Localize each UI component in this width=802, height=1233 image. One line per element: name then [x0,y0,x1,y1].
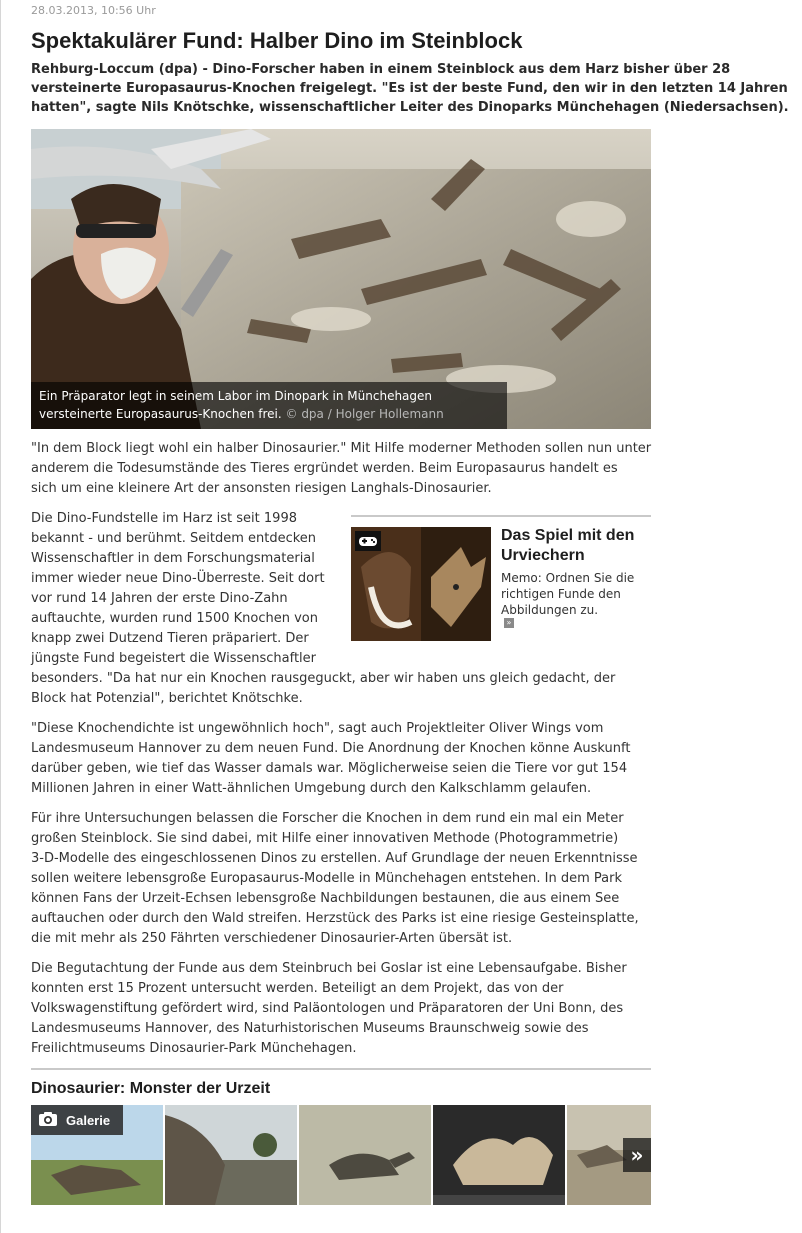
article-date: 28.03.2013, 10:56 Uhr [31,4,156,17]
hero-image[interactable] [31,129,651,429]
teaser-title[interactable]: Das Spiel mit den Urviechern [501,527,635,564]
gallery-badge[interactable] [31,1105,123,1135]
lead-line: Rehburg-Loccum (dpa) - Dino-Forscher haben in einem Steinblock aus dem Harz bisher über 28 [31,62,731,77]
gallery-next-button[interactable] [623,1138,651,1172]
double-chevron-right-icon: » [630,1143,644,1167]
gallery-thumbnail[interactable] [299,1105,431,1205]
article-headline: Spektakulärer Fund: Halber Dino im Steinblock [31,28,523,53]
gallery-badge-label: Galerie [66,1112,111,1128]
left-border [0,0,1,1233]
caption-line: Ein Präparator legt in seinem Labor im Dinopark in Münchehagen [39,389,433,403]
gallery-thumbnail[interactable] [165,1105,297,1205]
gallery-title[interactable]: Dinosaurier: Monster der Urzeit [31,1080,271,1097]
paragraph-4: Für ihre Untersuchungen belassen die Forscher die Knochen in dem rund ein mal ein Meter großen Steinblock. Sie sind dabei, mit Hilfe einer innovativen Methode (Photogrammetrie) 3-D-Modelle des eingeschlossenen Dinos zu erstellen. Auf Grundlage der neuen Erkenntnisse sollen weitere lebensgroße Europasaurus-Modelle in Münchehagen entstehen. In dem Park können Fans der Urzeit-Echsen lebensgroße Nachbildungen bestaunen, die aus einem See auftauchen oder durch den Wald streifen. Herzstück des Parks ist eine riesige Gesteinsplatte, die mit mehr als 250 Fährten verschiedener Dinosaurier-Arten übersät ist. [31,811,639,946]
hero-caption [31,382,507,429]
paragraph-2: Die Dino-Fundstelle im Harz ist seit 1998 bekannt - und berühmt. Seitdem entdecken Wissenschaftler in dem Forschungsmaterial immer wieder neue Dino-Überreste. Seit dort vor rund 14 Jahren der erste Dino-Zahn auftauchte, wurden rund 1500 Knochen von knapp zwei Dutzend Tieren präpariert. Der jüngste Fund begeistert die Wissenschaftler besonders. "Da hat nur ein Knochen rausgeguckt, aber wir haben uns gleich gedacht, der Block hat Potenzial", berichtet Knötschke. [31,511,616,706]
teaser-text: Memo: Ordnen Sie die richtigen Funde den Abbildungen zu. » [501,571,635,627]
teaser-image[interactable] [351,527,491,641]
teaser-divider [351,515,651,517]
paragraph-1: "In dem Block liegt wohl ein halber Dinosaurier." Mit Hilfe moderner Methoden sollen nun unter anderem die Todesumstände des Tieres ergründet werden. Beim Europasaurus handelt es sich um eine kleinere Art der ansonsten riesigen Langhals-Dinosaurier. [31,441,652,496]
lead-line: versteinerte Europasaurus-Knochen freigelegt. "Es ist der beste Fund, den wir in den letzten 14 Jahren [31,81,788,96]
camera-icon [38,1111,58,1130]
article-lead [31,60,791,117]
lead-line: hatten", sagte Nils Knötschke, wissenschaftlicher Leiter des Dinoparks Münchehagen (Niedersachsen). [31,100,789,115]
gallery-strip [31,1105,651,1205]
caption-line: versteinerte Europasaurus-Knochen frei. [39,407,282,421]
photo-credit: © dpa / Holger Hollemann [285,407,444,421]
gamepad-icon [355,531,381,551]
paragraph-3: "Diese Knochendichte ist ungewöhnlich hoch", sagt auch Projektleiter Oliver Wings vom Landesmuseum Hannover zu dem neuen Fund. Die Anordnung der Knochen könne Auskunft darüber geben, wie tief das Wasser damals war. Möglicherweise seien die Tiere vor gut 154 Millionen Jahren in einer Watt-ähnlichen Umgebung durch den Kalkschlamm gelaufen. [31,721,631,796]
gallery-divider [31,1068,651,1070]
double-chevron-right-icon[interactable]: » [504,618,514,628]
gallery-thumbnail[interactable] [433,1105,565,1205]
paragraph-5: Die Begutachtung der Funde aus dem Steinbruch bei Goslar ist eine Lebensaufgabe. Bisher konnten erst 15 Prozent untersucht werden. Beteiligt an dem Projekt, das von der Volkswagenstiftung gefördert wird, sind Paläontologen und Präparatoren der Uni Bonn, des Landesmuseums Hannover, des Naturhistorischen Museums Braunschweig sowie des Freilichtmuseums Dinosaurier-Park Münchehagen. [31,961,627,1056]
